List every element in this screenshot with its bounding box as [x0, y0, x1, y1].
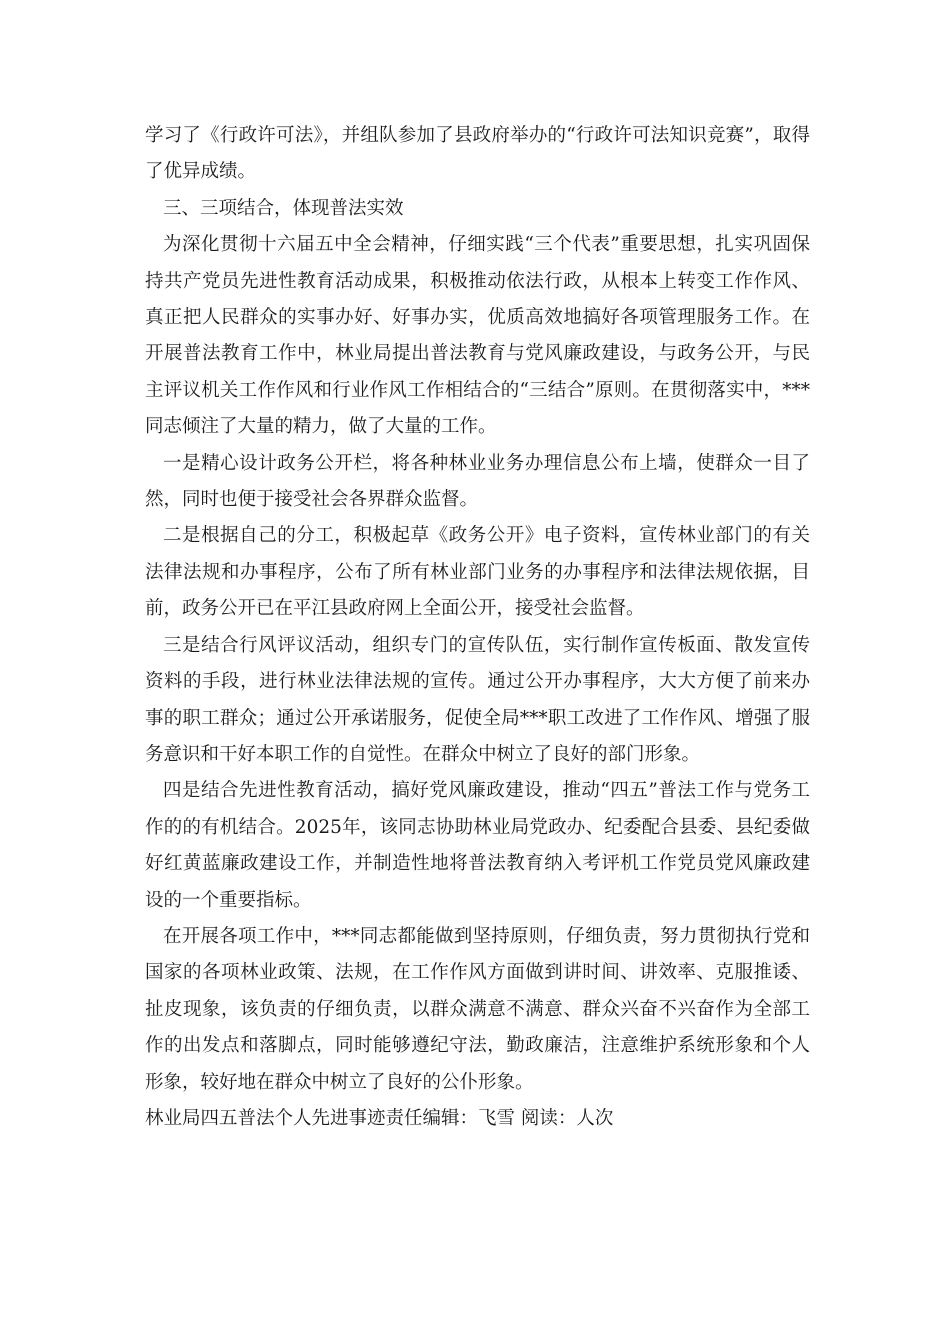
document-footer: 林业局四五普法个人先进事迹责任编辑：飞雪 阅读：人次 [145, 1107, 614, 1129]
paragraph-continuation: 学习了《行政许可法》，并组队参加了县政府举办的“行政许可法知识竞赛”，取得了优异成绩。 [145, 125, 810, 183]
paragraph: 三是结合行风评议活动，组织专门的宣传队伍，实行制作宣传板面、散发宣传资料的手段，进行林业法律法规的宣传。通过公开办事程序，大大方便了前来办事的职工群众；通过公开承诺服务，促使全局***职工改进了工作作风、增强了服务意识和干好本职工作的自觉性。在群众中树立了良好的部门形象。 [145, 634, 810, 765]
paragraph: 一是精心设计政务公开栏，将各种林业业务办理信息公布上墙，使群众一目了然，同时也便于接受社会各界群众监督。 [145, 452, 810, 511]
section-heading: 三、三项结合，体现普法实效 [163, 197, 404, 219]
paragraph: 四是结合先进性教育活动，搞好党风廉政建设，推动“四五”普法工作与党务工作的的有机结合。2025年，该同志协助林业局党政办、纪委配合县委、县纪委做好红黄蓝廉政建设工作，并制造性地将普法教育纳入考评机工作党员党风廉政建设的一个重要指标。 [145, 780, 810, 911]
paragraph: 二是根据自己的分工，积极起草《政务公开》电子资料，宣传林业部门的有关法律法规和办事程序，公布了所有林业部门业务的办事程序和法律法规依据，目前，政务公开已在平江县政府网上全面公开，接受社会监督。 [145, 525, 810, 620]
paragraph: 为深化贯彻十六届五中全会精神，仔细实践“三个代表”重要思想，扎实巩固保持共产党员先进性教育活动成果，积极推动依法行政，从根本上转变工作作风、真正把人民群众的实事办好、好事办实，优质高效地搞好各项管理服务工作。在开展普法教育工作中，林业局提出普法教育与党风廉政建设，与政务公开，与民主评议机关工作作风和行业作风工作相结合的“三结合”原则。在贯彻落实中，***同志倾注了大量的精力，做了大量的工作。 [145, 234, 810, 438]
paragraph: 在开展各项工作中，***同志都能做到坚持原则，仔细负责，努力贯彻执行党和国家的各项林业政策、法规，在工作作风方面做到讲时间、讲效率、克服推诿、扯皮现象，该负责的仔细负责，以群众满意不满意、群众兴奋不兴奋作为全部工作的出发点和落脚点，同时能够遵纪守法，勤政廉洁，注意维护系统形象和个人形象，较好地在群众中树立了良好的公仆形象。 [145, 925, 810, 1093]
document-body [145, 118, 810, 1137]
